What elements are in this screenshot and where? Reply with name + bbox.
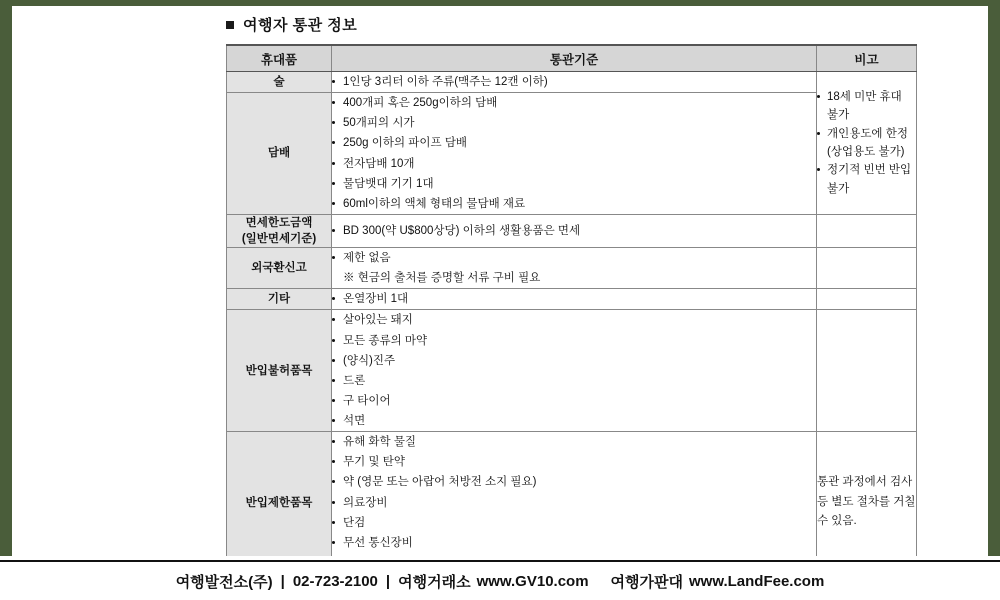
remark-text: 통관 과정에서 검사 등 별도 절차를 거칠 수 있음.	[817, 476, 916, 528]
category-label-line1: 면세한도금액	[245, 216, 313, 229]
list-item: 모든 종류의 마약	[332, 331, 816, 351]
remark-empty-3	[817, 289, 917, 310]
row-content-prohibited	[332, 310, 817, 432]
list-item-note: ※ 현금의 출처를 증명할 서류 구비 필요	[343, 272, 541, 285]
row-content-etc	[332, 289, 817, 310]
list-item: 유해 화학 물질	[332, 432, 816, 452]
list-item: 온열장비 1대	[332, 289, 816, 309]
table-row	[227, 72, 917, 93]
table-row	[227, 214, 917, 247]
list-item: 개인용도에 한정 (상업용도 불가)	[817, 125, 916, 162]
list-item: 정기적 빈번 반입 불가	[817, 161, 916, 198]
column-header-item: 휴대품	[227, 45, 332, 72]
list-item: 60ml이하의 액체 형태의 물담배 재료	[332, 194, 816, 214]
table-row	[227, 432, 917, 574]
remark-restricted	[817, 432, 917, 574]
list-item: 제한 없음	[332, 248, 816, 268]
list-item: 무선 통신장비	[332, 533, 816, 553]
column-header-remark: 비고	[817, 45, 917, 72]
footer-url-2[interactable]: www.LandFee.com	[689, 572, 825, 590]
list-item: BD 300(약 U$800상당) 이하의 생활용품은 면세	[332, 221, 816, 241]
remark-empty-1	[817, 214, 917, 247]
row-content-duty-free-limit	[332, 214, 817, 247]
table-row	[227, 248, 917, 289]
footer-phone: 02-723-2100	[292, 572, 378, 590]
list-item: (양식)진주	[332, 351, 816, 371]
list-item: 무기 및 탄약	[332, 452, 816, 472]
row-category-tobacco: 담배	[227, 93, 332, 215]
row-category-duty-free-limit	[227, 214, 332, 247]
list-item: 석면	[332, 411, 816, 431]
row-category-prohibited: 반입불허품목	[227, 310, 332, 432]
row-category-foreign-currency: 외국환신고	[227, 248, 332, 289]
list-item: 살아있는 돼지	[332, 310, 816, 330]
customs-info-table	[226, 44, 917, 574]
list-item: 구 타이어	[332, 391, 816, 411]
table-header-row	[227, 45, 917, 72]
list-item: 물담뱃대 기기 1대	[332, 174, 816, 194]
page-title-text: 여행자 통관 정보	[243, 17, 358, 34]
list-item: 단검	[332, 513, 816, 533]
table-row	[227, 289, 917, 310]
document-content	[12, 6, 988, 584]
remark-empty-4	[817, 310, 917, 432]
list-item: 의료장비	[332, 493, 816, 513]
list-item: 전자담배 10개	[332, 154, 816, 174]
footer-separator-1: |	[280, 572, 285, 590]
row-content-foreign-currency	[332, 248, 817, 289]
remark-alcohol-tobacco	[817, 72, 917, 215]
list-item: 250g 이하의 파이프 담배	[332, 133, 816, 153]
footer-brand-2: 여행가판대	[610, 573, 683, 591]
list-item: 드론	[332, 371, 816, 391]
table-row	[227, 93, 917, 215]
footer-url-1[interactable]: www.GV10.com	[476, 572, 589, 590]
row-content-tobacco	[332, 93, 817, 215]
remark-empty-2	[817, 248, 917, 289]
column-header-standard: 통관기준	[332, 45, 817, 72]
footer-bar	[0, 560, 1000, 600]
row-category-restricted: 반입제한품목	[227, 432, 332, 574]
list-item: 약 (영문 또는 아랍어 처방전 소지 필요)	[332, 472, 816, 492]
row-content-restricted	[332, 432, 817, 574]
footer-separator-2: |	[385, 572, 391, 590]
list-item: 50개피의 시가	[332, 113, 816, 133]
row-category-alcohol: 술	[227, 72, 332, 93]
category-label-line2: (일반면세기준)	[241, 232, 317, 245]
row-content-alcohol	[332, 72, 817, 93]
list-item: 400개피 혹은 250g이하의 담배	[332, 93, 816, 113]
list-item: 18세 미만 휴대 불가	[817, 88, 916, 125]
table-row	[227, 310, 917, 432]
row-category-etc: 기타	[227, 289, 332, 310]
list-item: 1인당 3리터 이하 주류(맥주는 12캔 이하)	[332, 72, 816, 92]
footer-company: 여행발전소(주)	[175, 573, 273, 591]
bullet-square-icon	[226, 21, 234, 29]
page-title	[226, 14, 357, 35]
footer-brand-1: 여행거래소	[398, 573, 471, 591]
